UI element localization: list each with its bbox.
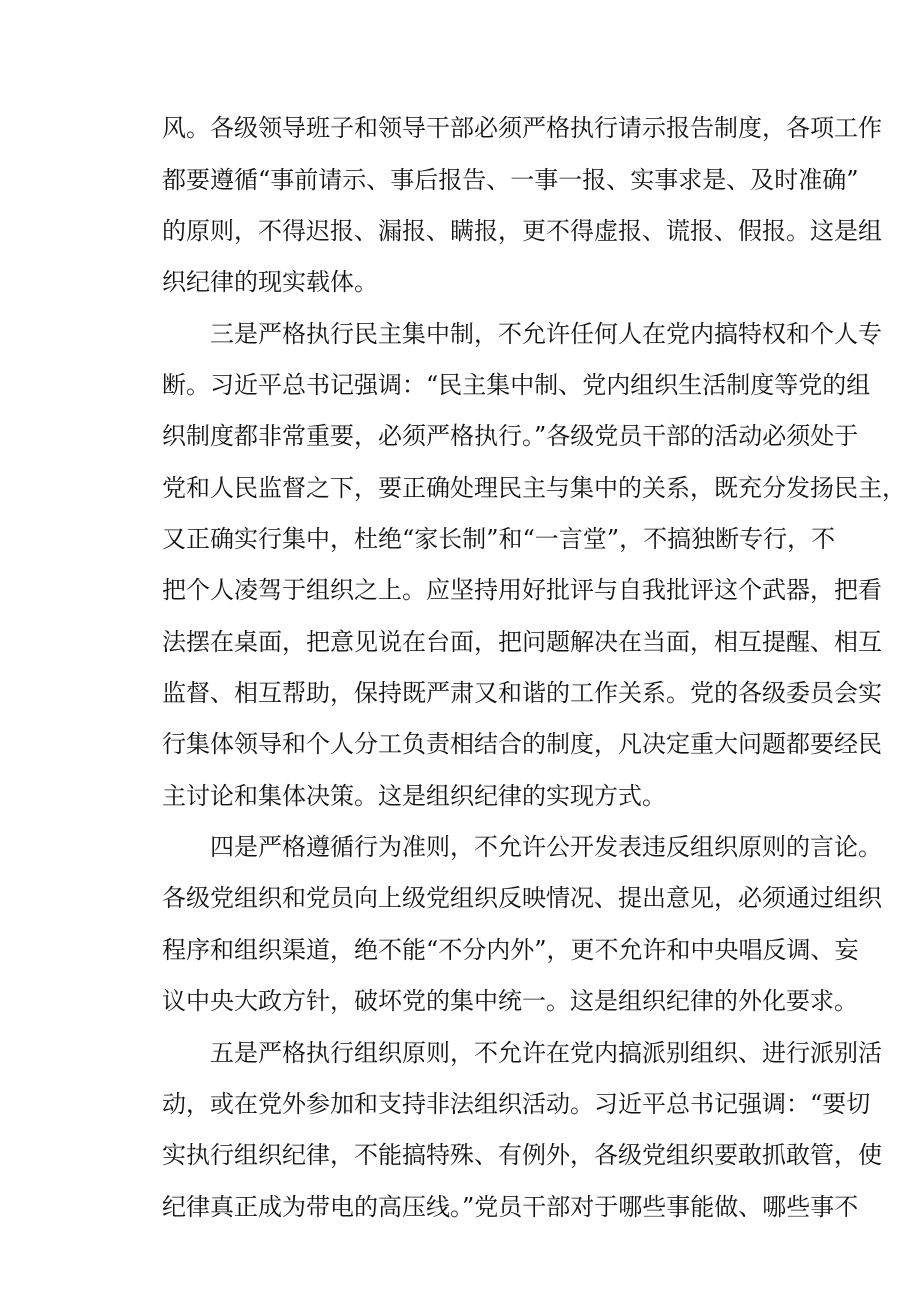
text-line: 主讨论和集体决策。这是组织纪律的实现方式。 [162, 782, 666, 810]
text-line: 法摆在桌面，把意见说在台面，把问题解决在当面，相互提醒、相互 [162, 628, 882, 656]
paragraph-first-line: 五是严格执行组织原则，不允许在党内搞派别组织、进行派别活 [210, 1039, 882, 1067]
paragraph-first-line: 三是严格执行民主集中制，不允许任何人在党内搞特权和个人专 [210, 320, 882, 348]
text-line: 织制度都非常重要，必须严格执行。”各级党员干部的活动必须处于 [162, 422, 859, 450]
text-line: 把个人凌驾于组织之上。应坚持用好批评与自我批评这个武器，把看 [162, 576, 882, 604]
text-line: 风。各级领导班子和领导干部必须严格执行请示报告制度，各项工作 [162, 114, 882, 142]
text-line: 断。习近平总书记强调：“民主集中制、党内组织生活制度等党的组 [162, 371, 871, 399]
text-line: 实执行组织纪律，不能搞特殊、有例外，各级党组织要敢抓敢管，使 [162, 1141, 882, 1169]
text-line: 各级党组织和党员向上级党组织反映情况、提出意见，必须通过组织 [162, 884, 882, 912]
text-line: 党和人民监督之下，要正确处理民主与集中的关系，既充分发扬民主， [162, 474, 906, 502]
paragraph-first-line: 四是严格遵循行为准则，不允许公开发表违反组织原则的言论。 [210, 833, 882, 861]
text-line: 织纪律的现实载体。 [162, 268, 378, 296]
text-line: 都要遵循“事前请示、事后报告、一事一报、实事求是、及时准确” [162, 166, 859, 194]
text-line: 的原则，不得迟报、漏报、瞒报，更不得虚报、谎报、假报。这是组 [162, 217, 882, 245]
text-line: 纪律真正成为带电的高压线。”党员干部对于哪些事能做、哪些事不 [162, 1193, 859, 1221]
text-line: 议中央大政方针，破坏党的集中统一。这是组织纪律的外化要求。 [162, 987, 858, 1015]
text-line: 监督、相互帮助，保持既严肃又和谐的工作关系。党的各级委员会实 [162, 679, 882, 707]
text-line: 动，或在党外参加和支持非法组织活动。习近平总书记强调：“要切 [162, 1090, 871, 1118]
text-line: 行集体领导和个人分工负责相结合的制度，凡决定重大问题都要经民 [162, 730, 882, 758]
text-line: 程序和组织渠道，绝不能“不分内外”，更不允许和中央唱反调、妄 [162, 936, 859, 964]
text-line: 又正确实行集中，杜绝“家长制”和“一言堂”，不搞独断专行，不 [162, 525, 836, 553]
